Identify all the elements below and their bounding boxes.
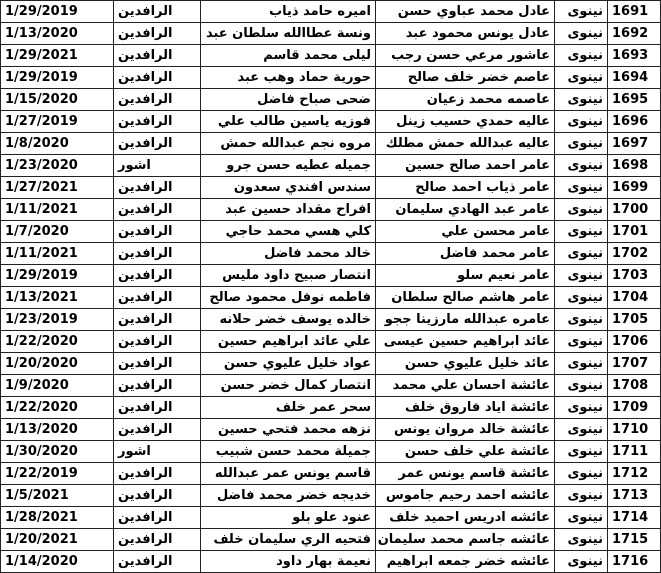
governorate-cell: نينوى — [555, 485, 608, 507]
branch-cell: الرافدين — [114, 309, 201, 331]
branch-cell: الرافدين — [114, 485, 201, 507]
recipient-name-cell: سحر عمر خلف — [201, 397, 376, 419]
date-cell: 1/13/2020 — [1, 23, 114, 45]
governorate-cell: نينوى — [555, 331, 608, 353]
person-name-cell: عاليه عبدالله حمش مطلك — [376, 133, 555, 155]
governorate-cell: نينوى — [555, 67, 608, 89]
table-row — [1, 23, 661, 45]
table-row — [1, 111, 661, 133]
sequence-number-cell: 1706 — [608, 331, 661, 353]
recipient-name-cell: افراح مقداد حسين عبد — [201, 199, 376, 221]
governorate-cell: نينوى — [555, 199, 608, 221]
branch-cell: الرافدين — [114, 177, 201, 199]
governorate-cell: نينوى — [555, 155, 608, 177]
date-cell: 1/22/2020 — [1, 331, 114, 353]
branch-cell: الرافدين — [114, 529, 201, 551]
sequence-number-cell: 1695 — [608, 89, 661, 111]
sequence-number-cell: 1692 — [608, 23, 661, 45]
recipient-name-cell: جميله عطيه حسن جرو — [201, 155, 376, 177]
date-cell: 1/7/2020 — [1, 221, 114, 243]
table-row — [1, 155, 661, 177]
date-cell: 1/15/2020 — [1, 89, 114, 111]
person-name-cell: عامر محمد فاضل — [376, 243, 555, 265]
table-row — [1, 529, 661, 551]
date-cell: 1/29/2019 — [1, 265, 114, 287]
sequence-number-cell: 1691 — [608, 1, 661, 23]
person-name-cell: عامر هاشم صالح سلطان — [376, 287, 555, 309]
branch-cell: الرافدين — [114, 221, 201, 243]
date-cell: 1/29/2019 — [1, 1, 114, 23]
person-name-cell: عاصمه محمد زعيان — [376, 89, 555, 111]
sequence-number-cell: 1713 — [608, 485, 661, 507]
table-row — [1, 419, 661, 441]
sequence-number-cell: 1711 — [608, 441, 661, 463]
table-row — [1, 45, 661, 67]
recipient-name-cell: فتحيه الري سليمان خلف — [201, 529, 376, 551]
recipient-name-cell: ضحى صباح فاضل — [201, 89, 376, 111]
date-cell: 1/22/2020 — [1, 397, 114, 419]
recipient-name-cell: فاطمه نوفل محمود صالح — [201, 287, 376, 309]
recipient-name-cell: مروه نجم عبدالله حمش — [201, 133, 376, 155]
governorate-cell: نينوى — [555, 89, 608, 111]
governorate-cell: نينوى — [555, 221, 608, 243]
governorate-cell: نينوى — [555, 309, 608, 331]
person-name-cell: عامر محسن علي — [376, 221, 555, 243]
recipient-name-cell: ونسة عطاالله سلطان عبد — [201, 23, 376, 45]
table-row — [1, 243, 661, 265]
branch-cell: اشور — [114, 441, 201, 463]
person-name-cell: عادل يونس محمود عبد — [376, 23, 555, 45]
date-cell: 1/28/2021 — [1, 507, 114, 529]
date-cell: 1/9/2020 — [1, 375, 114, 397]
branch-cell: الرافدين — [114, 463, 201, 485]
governorate-cell: نينوى — [555, 463, 608, 485]
sequence-number-cell: 1712 — [608, 463, 661, 485]
person-name-cell: عائشة علي خلف حسن — [376, 441, 555, 463]
sequence-number-cell: 1710 — [608, 419, 661, 441]
recipient-name-cell: حورية حماد وهب عبد — [201, 67, 376, 89]
branch-cell: الرافدين — [114, 111, 201, 133]
records-table-body — [1, 1, 661, 573]
date-cell: 1/22/2019 — [1, 463, 114, 485]
recipient-name-cell: ليلى محمد قاسم — [201, 45, 376, 67]
person-name-cell: عائشة اياد فاروق خلف — [376, 397, 555, 419]
recipient-name-cell: خديجه خضر محمد فاضل — [201, 485, 376, 507]
branch-cell: الرافدين — [114, 199, 201, 221]
governorate-cell: نينوى — [555, 45, 608, 67]
date-cell: 1/23/2020 — [1, 155, 114, 177]
person-name-cell: عامره عبدالله مارزينا ججو — [376, 309, 555, 331]
date-cell: 1/27/2021 — [1, 177, 114, 199]
table-row — [1, 309, 661, 331]
governorate-cell: نينوى — [555, 529, 608, 551]
table-row — [1, 199, 661, 221]
governorate-cell: نينوى — [555, 177, 608, 199]
recipient-name-cell: عنود علو بلو — [201, 507, 376, 529]
recipient-name-cell: جميلة محمد حسن شبيب — [201, 441, 376, 463]
table-row — [1, 507, 661, 529]
governorate-cell: نينوى — [555, 133, 608, 155]
table-row — [1, 133, 661, 155]
sequence-number-cell: 1696 — [608, 111, 661, 133]
branch-cell: الرافدين — [114, 375, 201, 397]
recipient-name-cell: كلي هسي محمد حاجي — [201, 221, 376, 243]
person-name-cell: عاليه حمدي حسيب زينل — [376, 111, 555, 133]
recipient-name-cell: قاسم يونس عمر عبدالله — [201, 463, 376, 485]
recipient-name-cell: علي عائد ابراهيم حسين — [201, 331, 376, 353]
date-cell: 1/30/2020 — [1, 441, 114, 463]
branch-cell: الرافدين — [114, 353, 201, 375]
table-row — [1, 177, 661, 199]
governorate-cell: نينوى — [555, 287, 608, 309]
person-name-cell: عادل محمد عباوي حسن — [376, 1, 555, 23]
recipient-name-cell: اميره حامد ذياب — [201, 1, 376, 23]
recipient-name-cell: عواد خليل عليوي حسن — [201, 353, 376, 375]
person-name-cell: عامر ذياب احمد صالح — [376, 177, 555, 199]
sequence-number-cell: 1708 — [608, 375, 661, 397]
table-row — [1, 89, 661, 111]
date-cell: 1/20/2020 — [1, 353, 114, 375]
date-cell: 1/8/2020 — [1, 133, 114, 155]
recipient-name-cell: سندس افندي سعدون — [201, 177, 376, 199]
date-cell: 1/11/2021 — [1, 243, 114, 265]
sequence-number-cell: 1714 — [608, 507, 661, 529]
governorate-cell: نينوى — [555, 265, 608, 287]
table-row — [1, 287, 661, 309]
person-name-cell: عاشور مرعي حسن رجب — [376, 45, 555, 67]
sequence-number-cell: 1715 — [608, 529, 661, 551]
person-name-cell: عامر عبد الهادي سليمان — [376, 199, 555, 221]
person-name-cell: عائشه جاسم محمد سليمان — [376, 529, 555, 551]
person-name-cell: عائشة خالد مروان يونس — [376, 419, 555, 441]
branch-cell: الرافدين — [114, 507, 201, 529]
branch-cell: الرافدين — [114, 287, 201, 309]
branch-cell: الرافدين — [114, 243, 201, 265]
branch-cell: الرافدين — [114, 551, 201, 573]
sequence-number-cell: 1694 — [608, 67, 661, 89]
person-name-cell: عائشة احسان علي محمد — [376, 375, 555, 397]
branch-cell: الرافدين — [114, 45, 201, 67]
person-name-cell: عائشه ادريس احميد خلف — [376, 507, 555, 529]
sequence-number-cell: 1709 — [608, 397, 661, 419]
recipient-name-cell: نزهه محمد فتحي حسين — [201, 419, 376, 441]
sequence-number-cell: 1703 — [608, 265, 661, 287]
date-cell: 1/11/2021 — [1, 199, 114, 221]
date-cell: 1/29/2021 — [1, 45, 114, 67]
sequence-number-cell: 1704 — [608, 287, 661, 309]
table-row — [1, 331, 661, 353]
governorate-cell: نينوى — [555, 551, 608, 573]
branch-cell: اشور — [114, 155, 201, 177]
date-cell: 1/29/2019 — [1, 67, 114, 89]
governorate-cell: نينوى — [555, 397, 608, 419]
governorate-cell: نينوى — [555, 507, 608, 529]
table-row — [1, 485, 661, 507]
table-row — [1, 463, 661, 485]
governorate-cell: نينوى — [555, 441, 608, 463]
recipient-name-cell: انتصار صبيح داود مليس — [201, 265, 376, 287]
sequence-number-cell: 1705 — [608, 309, 661, 331]
recipient-name-cell: خالد محمد فاضل — [201, 243, 376, 265]
branch-cell: الرافدين — [114, 265, 201, 287]
recipient-name-cell: انتصار كمال خضر حسن — [201, 375, 376, 397]
sequence-number-cell: 1699 — [608, 177, 661, 199]
person-name-cell: عائد خليل عليوي حسن — [376, 353, 555, 375]
sequence-number-cell: 1697 — [608, 133, 661, 155]
table-row — [1, 551, 661, 573]
sequence-number-cell: 1702 — [608, 243, 661, 265]
date-cell: 1/5/2021 — [1, 485, 114, 507]
person-name-cell: عاصم خضر خلف صالح — [376, 67, 555, 89]
date-cell: 1/13/2020 — [1, 419, 114, 441]
sequence-number-cell: 1693 — [608, 45, 661, 67]
table-row — [1, 265, 661, 287]
branch-cell: الرافدين — [114, 419, 201, 441]
branch-cell: الرافدين — [114, 67, 201, 89]
sequence-number-cell: 1700 — [608, 199, 661, 221]
recipient-name-cell: فوزيه ياسين طالب علي — [201, 111, 376, 133]
table-row — [1, 221, 661, 243]
governorate-cell: نينوى — [555, 111, 608, 133]
governorate-cell: نينوى — [555, 243, 608, 265]
date-cell: 1/20/2021 — [1, 529, 114, 551]
governorate-cell: نينوى — [555, 23, 608, 45]
table-row — [1, 353, 661, 375]
branch-cell: الرافدين — [114, 23, 201, 45]
branch-cell: الرافدين — [114, 89, 201, 111]
table-row — [1, 397, 661, 419]
governorate-cell: نينوى — [555, 1, 608, 23]
table-row — [1, 1, 661, 23]
sequence-number-cell: 1707 — [608, 353, 661, 375]
governorate-cell: نينوى — [555, 353, 608, 375]
person-name-cell: عائشة قاسم يونس عمر — [376, 463, 555, 485]
sequence-number-cell: 1716 — [608, 551, 661, 573]
branch-cell: الرافدين — [114, 331, 201, 353]
branch-cell: الرافدين — [114, 397, 201, 419]
recipient-name-cell: خالده يوسف خضر حلانه — [201, 309, 376, 331]
person-name-cell: عامر احمد صالح حسين — [376, 155, 555, 177]
sequence-number-cell: 1701 — [608, 221, 661, 243]
table-row — [1, 375, 661, 397]
date-cell: 1/23/2019 — [1, 309, 114, 331]
recipient-name-cell: نعيمة بهار داود — [201, 551, 376, 573]
date-cell: 1/27/2019 — [1, 111, 114, 133]
date-cell: 1/14/2020 — [1, 551, 114, 573]
sequence-number-cell: 1698 — [608, 155, 661, 177]
person-name-cell: عامر نعيم سلو — [376, 265, 555, 287]
person-name-cell: عائد ابراهيم حسين عيسى — [376, 331, 555, 353]
governorate-cell: نينوى — [555, 419, 608, 441]
branch-cell: الرافدين — [114, 133, 201, 155]
branch-cell: الرافدين — [114, 1, 201, 23]
date-cell: 1/13/2021 — [1, 287, 114, 309]
person-name-cell: عائشه خضر جمعه ابراهيم — [376, 551, 555, 573]
governorate-cell: نينوى — [555, 375, 608, 397]
table-row — [1, 441, 661, 463]
person-name-cell: عائشه احمد رحيم جاموس — [376, 485, 555, 507]
table-row — [1, 67, 661, 89]
